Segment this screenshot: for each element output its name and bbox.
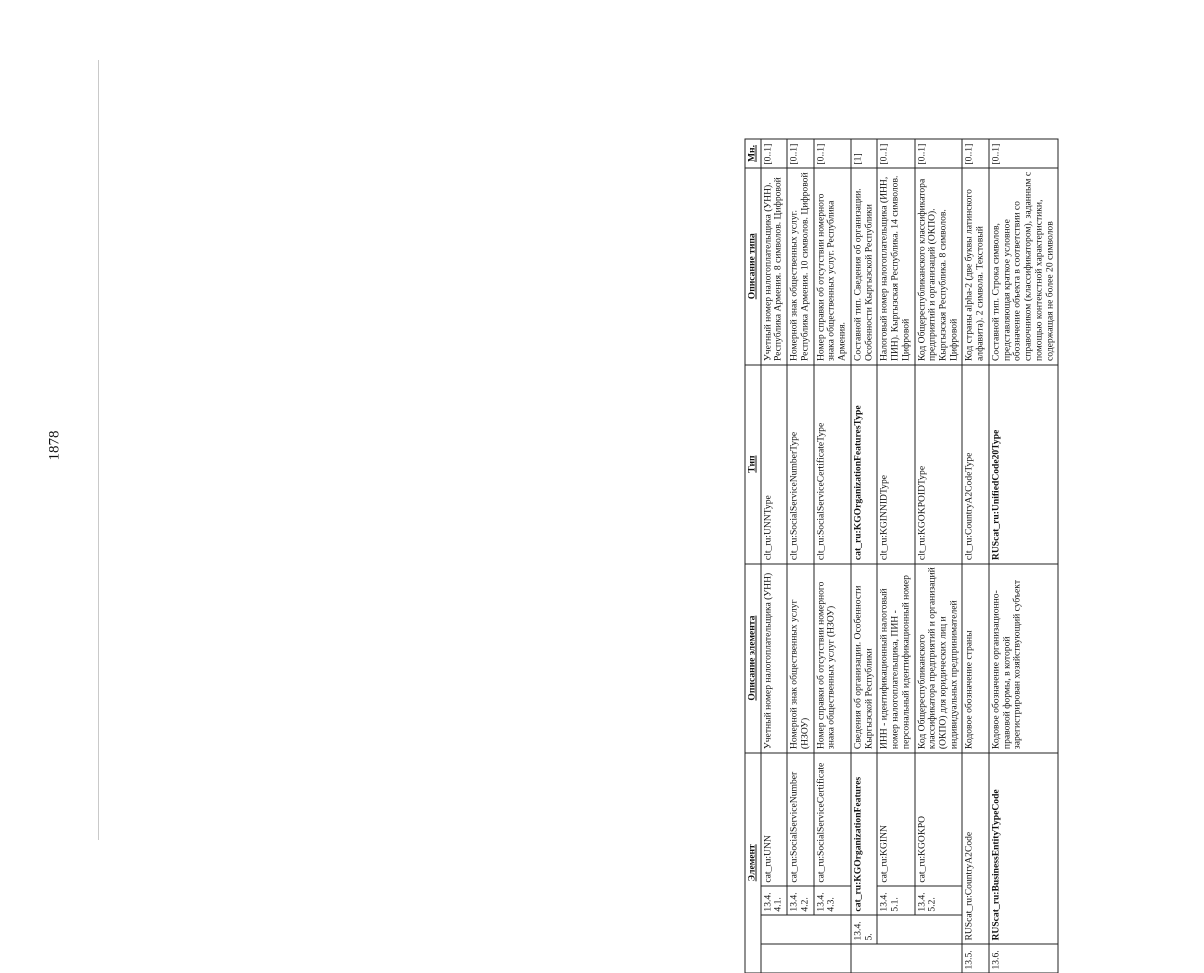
multiplicity: [0..1] [877,139,914,168]
multiplicity: [0..1] [988,139,1057,168]
row-number: 13.4.4.1. [760,886,786,915]
header-row [745,139,761,973]
header-type: Тип [745,364,761,563]
page-number: 1878 [46,430,63,461]
table-row [914,139,962,973]
element-description: Номерной знак общественных услуг (НЗОУ) [787,563,813,752]
element-name: cat_ru:KGOKPO [914,752,962,886]
type-name: clt_ru:SocialServiceCertificateType [813,364,850,563]
indent-cell [760,915,850,944]
rotated-page [744,138,1204,973]
type-name: cat_ru:KGOrganizationFeaturesType [850,364,876,563]
element-name: cat_ru:UNN [760,752,786,886]
multiplicity: [1] [850,139,876,168]
type-description: Учетный номер налогоплательщика (УНН). Республика Армения. 8 символов. Цифровой [760,168,786,365]
table-row [850,139,876,973]
element-name: cat_ru:SocialServiceNumber [787,752,813,886]
row-number: 13.4.5. [850,915,876,944]
header-element: Элемент [745,752,761,972]
element-description: Кодовое обозначение страны [962,563,988,752]
table-row [962,139,988,973]
type-name: clt_ru:CountryA2CodeType [962,364,988,563]
element-description: Сведения об организации. Особенности Кыргызской Республики [850,563,876,752]
header-type-desc: Описание типа [745,168,761,365]
table-row [787,139,813,973]
type-description: Составной тип. Сведения об организации. Особенности Кыргызской Республики [850,168,876,365]
type-description: Составной тип. Строка символов, представляющая краткое условное обозначение объекта в соответствии со справочником (классификатором), заданным с помощью контекстной характеристики, содержащая не более 20 символов [988,168,1057,365]
element-description: Кодовое обозначение организационно-правовой формы, в которой зарегистрирован хозяйствующий субъект [988,563,1057,752]
table-row [988,139,1057,973]
multiplicity: [0..1] [914,139,962,168]
indent-cell [877,915,962,944]
row-number: 13.6. [988,944,1057,973]
table-row [813,139,850,973]
element-description: Код Общереспубликанского классификатора предприятий и организаций (ОКПО) для юридических лиц и индивидуальных предпринимателей [914,563,962,752]
spec-table [744,138,1058,973]
indent-cell [760,944,850,973]
type-name: RUScat_ru:UnifiedCode20Type [988,364,1057,563]
table-row [877,139,914,973]
row-number: 13.4.5.1. [877,886,914,915]
multiplicity: [0..1] [813,139,850,168]
type-name: clt_ru:KGINNIDType [877,364,914,563]
header-multiplicity: Мн. [745,139,761,168]
row-number: 13.5. [962,944,988,973]
multiplicity: [0..1] [962,139,988,168]
type-description: Номер справки об отсутствии номерного знака общественных услуг. Республика Армения. [813,168,850,365]
header-element-desc: Описание элемента [745,563,761,752]
row-number: 13.4.4.3. [813,886,850,915]
type-name: clt_ru:UNNType [760,364,786,563]
scan-edge-line [98,60,99,840]
type-description: Налоговый номер налогоплательщика (ИНН, ПИН). Кыргызская Республика. 14 символов. Цифровой [877,168,914,365]
type-name: clt_ru:SocialServiceNumberType [787,364,813,563]
row-number: 13.4.4.2. [787,886,813,915]
indent-cell [850,944,962,973]
multiplicity: [0..1] [787,139,813,168]
element-name: cat_ru:KGOrganizationFeatures [850,752,876,915]
type-description: Код страны alpha-2 (две буквы латинского алфавита). 2 символа. Текстовый [962,168,988,365]
element-name: cat_ru:KGINN [877,752,914,886]
type-name: clt_ru:KGOKPOIDType [914,364,962,563]
element-description: ИНН - идентификационный налоговый номер налогоплательщика, ПИН - персональный идентификационный номер [877,563,914,752]
multiplicity: [0..1] [760,139,786,168]
type-description: Код Общереспубликанского классификатора предприятий и организаций (ОКПО). Кыргызская Республика. 8 символов. Цифровой [914,168,962,365]
element-description: Учетный номер налогоплательщика (УНН) [760,563,786,752]
table-row [760,139,786,973]
element-name: RUScat_ru:CountryA2Code [962,752,988,943]
type-description: Номерной знак общественных услуг. Республика Армения. 10 символов. Цифровой [787,168,813,365]
element-name: RUScat_ru:BusinessEntityTypeCode [988,752,1057,943]
element-description: Номер справки об отсутствии номерного знака общественных услуг (НЗОУ) [813,563,850,752]
row-number: 13.4.5.2. [914,886,962,915]
element-name: cat_ru:SocialServiceCertificate [813,752,850,886]
